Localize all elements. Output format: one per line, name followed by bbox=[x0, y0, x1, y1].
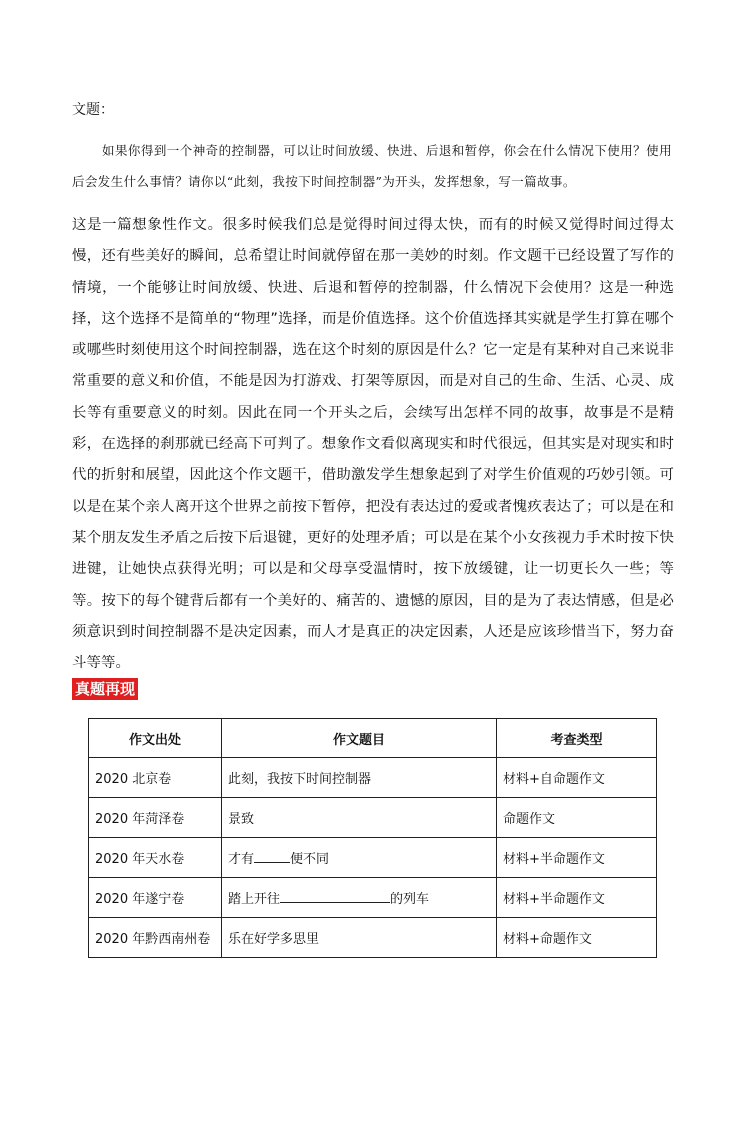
exam-table bbox=[88, 718, 657, 958]
header-source: 作文出处 bbox=[89, 719, 222, 758]
cell-source: 2020 年天水卷 bbox=[89, 838, 222, 878]
table-row bbox=[89, 758, 657, 798]
title-prefix: 才有 bbox=[228, 852, 255, 867]
cell-source: 2020 年遂宁卷 bbox=[89, 878, 222, 918]
cell-source: 2020 年菏泽卷 bbox=[89, 798, 222, 838]
cell-title bbox=[222, 838, 497, 878]
title-suffix: 便不同 bbox=[290, 852, 330, 867]
title-prefix: 踏上开往 bbox=[228, 892, 281, 907]
cell-type: 材料+命题作文 bbox=[497, 918, 657, 958]
section-title: 真题再现 bbox=[72, 678, 138, 700]
table-row bbox=[89, 798, 657, 838]
cell-type: 命题作文 bbox=[497, 798, 657, 838]
cell-type: 材料+半命题作文 bbox=[497, 878, 657, 918]
essay-prompt: 如果你得到一个神奇的控制器，可以让时间放缓、快进、后退和暂停，你会在什么情况下使用？使用后会发生什么事情？请你以“此刻，我按下时间控制器”为开头，发挥想象，写一篇故事。 bbox=[72, 143, 672, 189]
cell-type: 材料+自命题作文 bbox=[497, 758, 657, 798]
header-title: 作文题目 bbox=[222, 719, 497, 758]
fill-in-blank bbox=[254, 850, 290, 863]
analysis-paragraph: 这是一篇想象性作文。很多时候我们总是觉得时间过得太快，而有的时候又觉得时间过得太慢，还有些美好的瞬间，总希望让时间就停留在那一美妙的时刻。作文题干已经设置了写作的情境，一个能够让时间放缓、快进、后退和暂停的控制器，什么情况下会使用？这是一种选择，这个选择不是简单的“物理”选择，而是价值选择。这个价值选择其实就是学生打算在哪个或哪些时刻使用这个时间控制器，选在这个时刻的原因是什么？它一定是有某种对自己来说非常重要的意义和价值，不能是因为打游戏、打架等原因，而是对自己的生命、生活、心灵、成长等有重要意义的时刻。因此在同一个开头之后，会续写出怎样不同的故事，故事是不是精彩，在选择的刹那就已经高下可判了。想象作文看似离现实和时代很远，但其实是对现实和时代的折射和展望，因此这个作文题干，借助激发学生想象起到了对学生价值观的巧妙引领。可以是在某个亲人离开这个世界之前按下暂停，把没有表达过的爱或者愧疚表达了；可以是在和某个朋友发生矛盾之后按下后退键，更好的处理矛盾；可以是在某个小女孩视力手术时按下快进键，让她快点获得光明；可以是和父母享受温情时，按下放缓键，让一切更长久一些；等等。按下的每个键背后都有一个美好的、痛苦的、遗憾的原因，目的是为了表达情感，但是必须意识到时间控制器不是决定因素，而人才是真正的决定因素，人还是应该珍惜当下，努力奋斗等等。 bbox=[72, 217, 674, 672]
cell-title: 景致 bbox=[222, 798, 497, 838]
cell-source: 2020 年黔西南州卷 bbox=[89, 918, 222, 958]
cell-title bbox=[222, 878, 497, 918]
cell-title: 此刻，我按下时间控制器 bbox=[222, 758, 497, 798]
table-header-row bbox=[89, 719, 657, 758]
cell-type: 材料+半命题作文 bbox=[497, 838, 657, 878]
table-row bbox=[89, 918, 657, 958]
header-type: 考查类型 bbox=[497, 719, 657, 758]
title-suffix: 的列车 bbox=[390, 892, 430, 907]
prompt-label: 文题： bbox=[72, 102, 114, 118]
table-row bbox=[89, 838, 657, 878]
cell-source: 2020 北京卷 bbox=[89, 758, 222, 798]
fill-in-blank bbox=[280, 890, 390, 903]
table-row bbox=[89, 878, 657, 918]
cell-title: 乐在好学多思里 bbox=[222, 918, 497, 958]
